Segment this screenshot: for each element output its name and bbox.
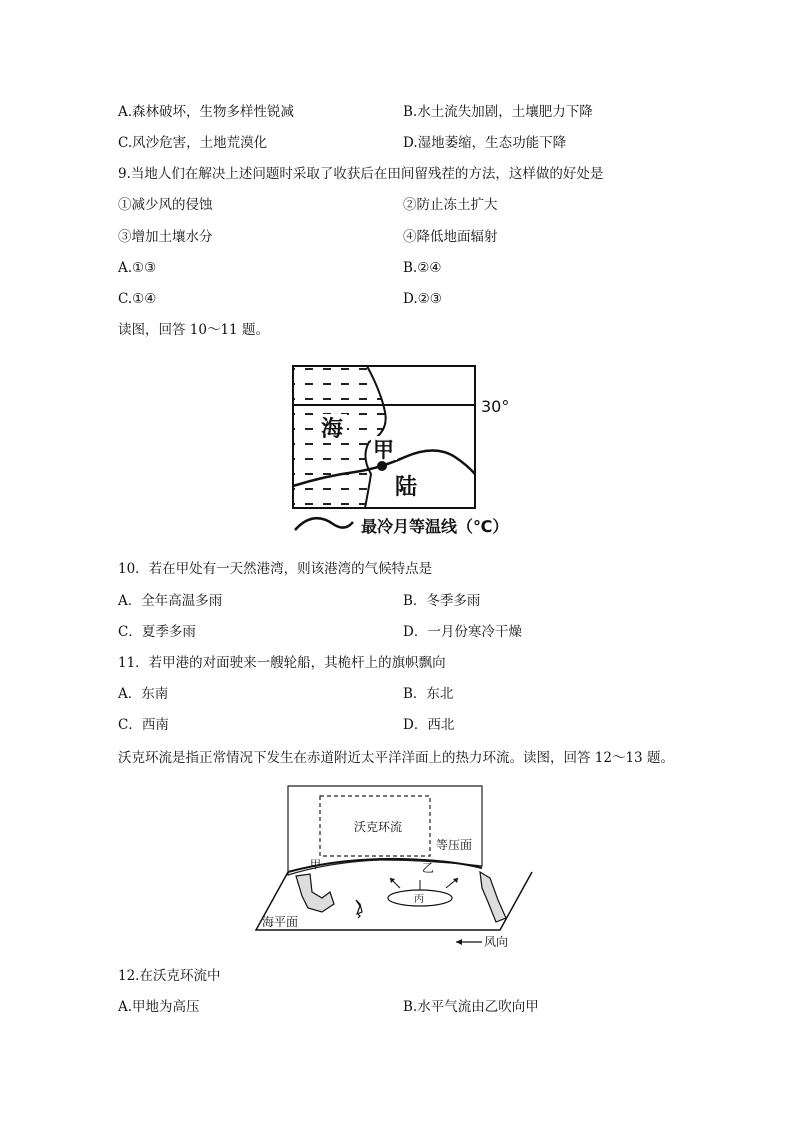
figure-walker-circulation	[250, 780, 540, 955]
intro-12-13: 沃克环流是指正常情况下发生在赤道附近太平洋洋面上的热力环流。读图，回答 12～13 题。	[118, 750, 674, 766]
q12-option-b: B.水平气流由乙吹向甲	[403, 999, 539, 1015]
point-jia	[377, 461, 387, 471]
q12-option-a: A.甲地为高压	[118, 999, 200, 1015]
intro-10-11: 读图，回答 10～11 题。	[118, 322, 269, 338]
q8-option-b: B.水土流失加剧，土壤肥力下降	[403, 104, 593, 120]
point-yi-label: 乙	[422, 861, 435, 875]
landmass-right	[480, 872, 506, 922]
q9-item-1: ①减少风的侵蚀	[118, 197, 213, 213]
q9-option-b: B.②④	[403, 260, 442, 276]
q9-option-c: C.①④	[118, 291, 157, 307]
point-jia-label: 甲	[373, 438, 394, 462]
q9-option-d: D.②③	[403, 291, 442, 307]
island-small	[358, 914, 360, 918]
q8-option-d: D.湿地萎缩，生态功能下降	[403, 135, 567, 151]
sea-label: 海	[321, 417, 344, 442]
q9-item-3: ③增加土壤水分	[118, 229, 213, 245]
q10-option-b: B．冬季多雨	[403, 593, 481, 609]
q9-option-a: A.①③	[118, 260, 157, 276]
q11-option-a: A．东南	[118, 686, 169, 702]
q10-stem: 10．若在甲处有一天然港湾，则该港湾的气候特点是	[118, 561, 433, 577]
q8-option-c: C.风沙危害，土地荒漠化	[118, 135, 268, 151]
q11-option-b: B．东北	[403, 686, 454, 702]
q9-item-2: ②防止冻土扩大	[403, 197, 498, 213]
landmass-left	[296, 874, 334, 912]
q11-option-d: D．西北	[403, 717, 455, 733]
wind-legend-label: 风向	[484, 935, 509, 949]
point-jia-label: 甲	[310, 858, 321, 871]
q10-option-c: C．夏季多雨	[118, 624, 196, 640]
isobar-label: 等压面	[436, 838, 473, 852]
q11-option-c: C．西南	[118, 717, 169, 733]
land-label: 陆	[395, 475, 418, 500]
island	[356, 900, 362, 914]
legend-isotherm-text: 最冷月等温线（℃）	[361, 517, 509, 536]
latitude-label: 30°	[481, 397, 510, 416]
q8-option-a: A.森林破坏，生物多样性锐减	[118, 104, 295, 120]
q12-stem: 12.在沃克环流中	[118, 968, 221, 984]
point-bing-label: 丙	[414, 894, 424, 905]
q9-stem: 9.当地人们在解决上述问题时采取了收获后在田间留残茬的方法，这样做的好处是	[118, 166, 604, 182]
q10-option-d: D．一月份寒冷干燥	[403, 624, 522, 640]
sea-level-label: 海平面	[262, 915, 299, 929]
q11-stem: 11．若甲港的对面驶来一艘轮船，其桅杆上的旗帜飘向	[118, 655, 446, 671]
q9-item-4: ④降低地面辐射	[403, 229, 498, 245]
legend-isotherm-symbol	[295, 518, 353, 530]
walker-circulation-label: 沃克环流	[354, 820, 403, 834]
figure-isotherm-map	[285, 362, 525, 542]
q10-option-a: A．全年高温多雨	[118, 593, 223, 609]
